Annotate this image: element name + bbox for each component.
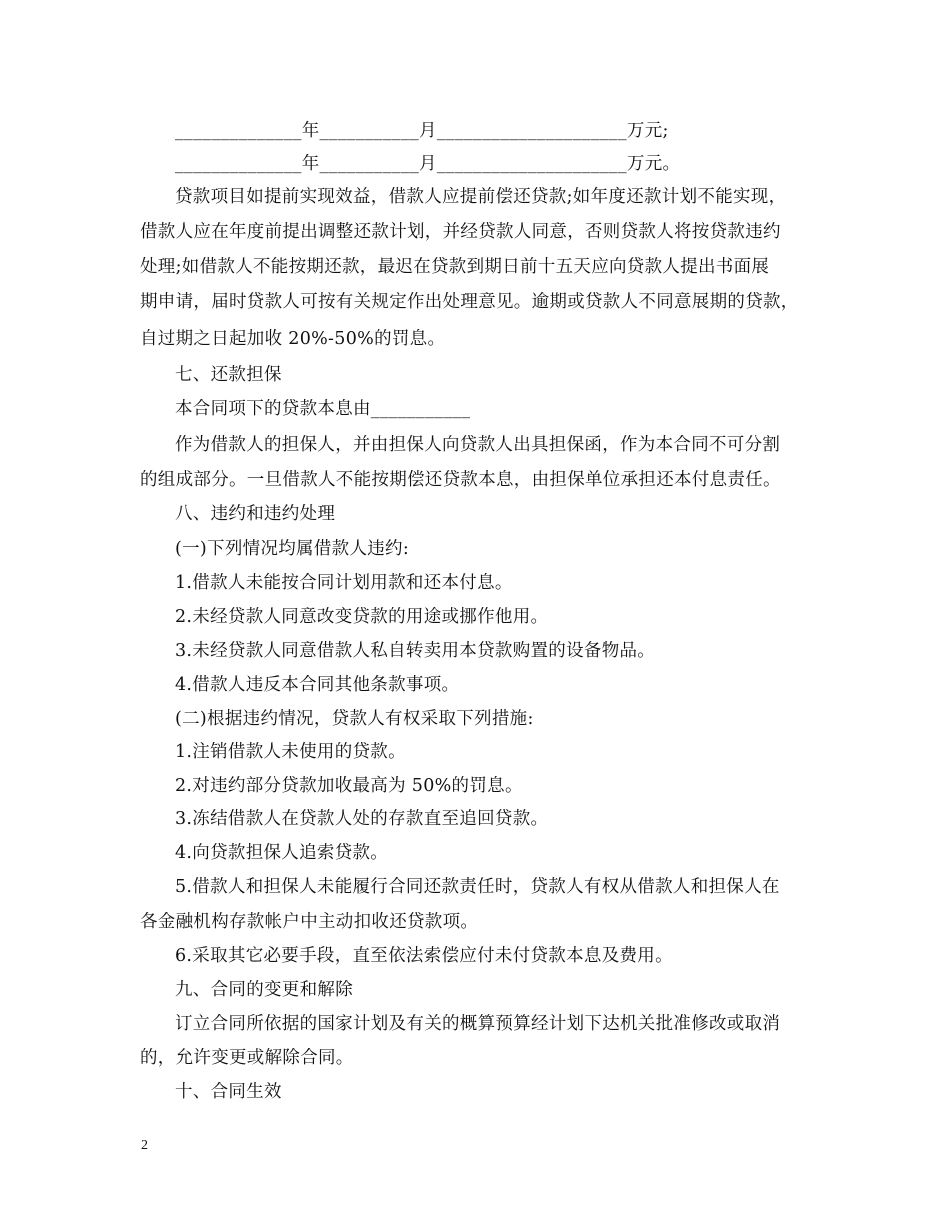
paragraph-line: 的组成部分。一旦借款人不能按期偿还贷款本息，由担保单位承担还本付息责任。 xyxy=(140,470,781,490)
paragraph-line: 借款人应在年度前提出调整还款计划，并经贷款人同意，否则贷款人将按贷款违约 xyxy=(140,222,781,242)
list-item: 2.对违约部分贷款加收最高为 50%的罚息。 xyxy=(175,776,523,796)
list-item: 4.向贷款担保人追索贷款。 xyxy=(175,843,389,863)
list-item: 3.冻结借款人在贷款人处的存款直至追回贷款。 xyxy=(175,809,549,829)
subsection-heading: (二)根据违约情况，贷款人有权采取下列措施: xyxy=(175,709,534,729)
paragraph-line: 作为借款人的担保人，并由担保人向贷款人出具担保函，作为本合同不可分割 xyxy=(175,435,781,455)
list-item: 3.未经贷款人同意借款人私自转卖用本贷款购置的设备物品。 xyxy=(175,641,656,661)
section-heading: 十、合同生效 xyxy=(175,1082,282,1102)
list-item: 6.采取其它必要手段，直至依法索偿应付未付贷款本息及费用。 xyxy=(175,946,673,966)
paragraph-line: 处理;如借款人不能按期还款，最迟在贷款到期日前十五天应向贷款人提出书面展 xyxy=(140,257,770,277)
paragraph-line: 自过期之日起加收 20%-50%的罚息。 xyxy=(140,329,446,349)
list-item-continuation: 各金融机构存款帐户中主动扣收还贷款项。 xyxy=(140,912,479,932)
section-heading: 九、合同的变更和解除 xyxy=(175,980,353,1000)
paragraph-line: 的，允许变更或解除合同。 xyxy=(140,1048,354,1068)
paragraph-line: 贷款项目如提前实现效益，借款人应提前偿还贷款;如年度还款计划不能实现， xyxy=(175,187,787,207)
section-heading: 八、违约和违约处理 xyxy=(175,504,336,524)
repayment-blank-line-1: ______________年___________月_____________________万元; xyxy=(175,121,669,141)
subsection-heading: (一)下列情况均属借款人违约: xyxy=(175,539,410,559)
list-item: 1.注销借款人未使用的贷款。 xyxy=(175,742,406,762)
list-item: 5.借款人和担保人未能履行合同还款责任时，贷款人有权从借款人和担保人在 xyxy=(175,877,780,897)
repayment-blank-line-2: ______________年___________月_____________________万元。 xyxy=(175,154,681,174)
section-heading: 七、还款担保 xyxy=(175,365,282,385)
list-item: 2.未经贷款人同意改变贷款的用途或挪作他用。 xyxy=(175,607,549,627)
list-item: 4.借款人违反本合同其他条款事项。 xyxy=(175,675,460,695)
list-item: 1.借款人未能按合同计划用款和还本付息。 xyxy=(175,573,513,593)
page-number: 2 xyxy=(141,1138,148,1153)
paragraph-line: 期申请，届时贷款人可按有关规定作出处理意见。逾期或贷款人不同意展期的贷款， xyxy=(140,292,799,312)
paragraph-line: 订立合同所依据的国家计划及有关的概算预算经计划下达机关批准修改或取消 xyxy=(175,1014,781,1034)
paragraph-line: 本合同项下的贷款本息由___________ xyxy=(175,399,471,419)
